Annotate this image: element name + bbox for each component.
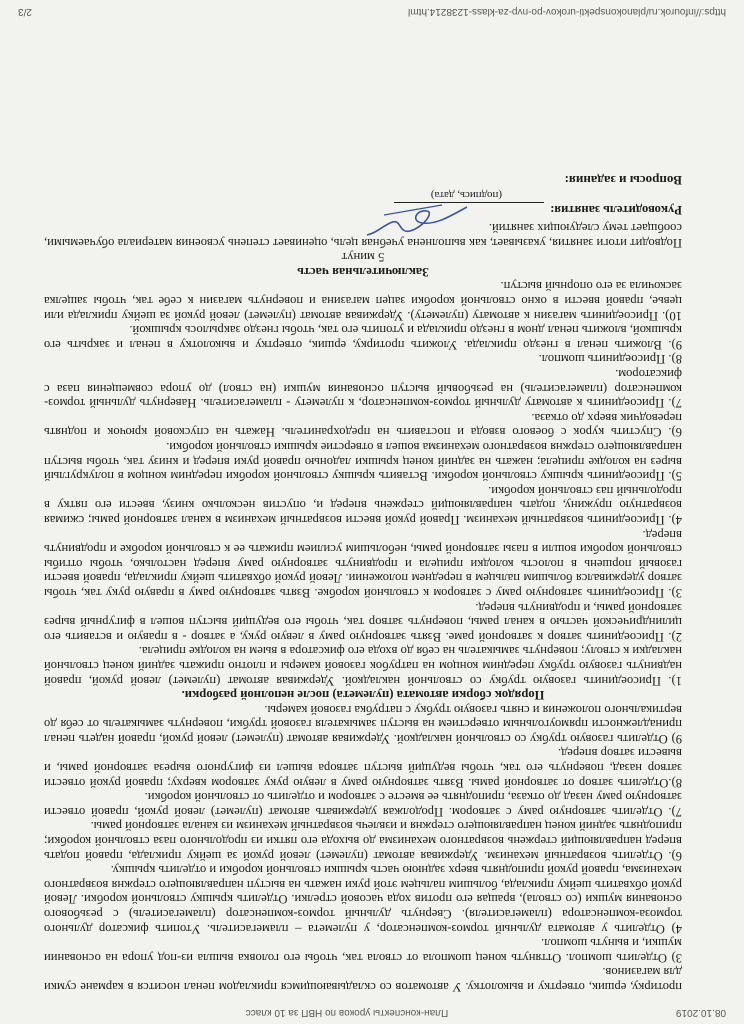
print-footer bbox=[18, 6, 726, 17]
paragraph: 7). Отделить затворную раму с затвором. Продолжая удерживать автомат (пулемет) левой рукой, правой отвести затворную раму назад до отказа, приподнять ее вместе с затвором и отделить от ствольной коробки. bbox=[44, 790, 682, 819]
paragraph: 7). Присоединить к автомату дульный тормоз-компенсатор, к пулемету - пламегаситель. Навернуть дульный тормоз-компенсатор (пламегаситель) на резьбовый выступ основания мушки (на ствол) до упора совмещения паза с фиксатором. bbox=[44, 367, 682, 411]
paragraph: 4) Отделить у автомата дульный тормоз-компенсатор, у пулемета – пламегаситель. Утопить фиксатор дульного тормоза-компенсатора (пламегасителя). Свернуть дульный тормоз-компенсатор (пламегаситель) с резьбового основания мушки (со ствола), вращая его против хода часовой стрелки. Отделить крышку ствольной коробки. Левой рукой обхватить шейку приклада, большим пальцем этой руки нажать на выступ направляющего стержня возвратного механизма, правой рукой приподнять вверх заднюю часть крышки ствольной коробки и отделить крышку. bbox=[44, 863, 682, 936]
paragraph: 10). Присоединить магазин к автомату (пулемету). Удерживая автомат (пулемет) левой рукой за шейку приклада или цевье, правой ввести в окно ствольной коробки зацеп магазина и повернуть магазин к себе так, чтобы защелка заскочила за его опорный выступ. bbox=[44, 279, 682, 323]
signature-label: Руководитель занятия: bbox=[550, 202, 682, 217]
questions-heading: Вопросы и задания: bbox=[564, 173, 682, 189]
paragraph: 3) Отделить шомпол. Оттянуть конец шомпола от ствола так, чтобы его головка вышла из-под упора на основании мушки, и вынуть шомпол. bbox=[44, 936, 682, 965]
paragraph: 4). Присоединить возвратный механизм. Правой рукой ввести возвратный механизм в канал затворной рамы; сжимая возвратную пружину, подать направляющий стержень вперед и, опустив несколько книзу, ввести его пятку в продольный паз ствольной коробки. bbox=[44, 483, 682, 527]
print-date: 08.10.2019 bbox=[675, 1007, 726, 1018]
print-title: План-конспекты уроков по НВП за 10 класс bbox=[245, 1007, 449, 1018]
document-body bbox=[44, 173, 682, 994]
paragraph: 8).Отделить затвор от затворной рамы. Взять затворную раму в левую руку затвором кверху; правой рукой отвести затвор назад, повернуть его так, чтобы ведущий выступ затвора вышел из фигурного выреза затворной рамы, и вывести затвор вперед. bbox=[44, 746, 682, 790]
paragraph: 9) Отделить газовую трубку со ствольной накладкой. Удерживая автомат (пулемет) левой рукой, правой надеть пенал принадлежности прямоугольным отверстием на выступ замыкателя газовой трубки, повернуть замыкатель от себя до вертикального положения и снять газовую трубку с патрубка газовой камеры. bbox=[44, 702, 682, 746]
print-header bbox=[18, 1007, 726, 1018]
conclusion-title: Заключительная часть bbox=[297, 264, 429, 279]
conclusion-text: Подводит итоги занятия, указывает, как выполнена учебная цель, оценивает степень усвоения материала обучаемыми, сообщает тему следующих занятий. bbox=[44, 221, 682, 250]
signature-block bbox=[44, 187, 682, 216]
paragraph: 8). Присоединить шомпол. bbox=[538, 352, 682, 367]
handwritten-signature bbox=[362, 195, 472, 245]
page-number: 2/3 bbox=[18, 6, 32, 17]
paragraph: 5). Присоединить крышку ствольной коробки. Вставить крышку ствольной коробки передним концом в полукруглый вырез на колодке прицела; нажать на задний конец крышки ладонью правой руки вперед и книзу так, чтобы выступ направляющего стержня возвратного механизма вошел в отверстие крышки ствольной коробки. bbox=[44, 440, 682, 484]
paragraph: 1). Присоединить газовую трубку со ствольной накладкой. Удерживая автомат (пулемет) левой рукой, правой надвинуть газовую трубку передним концом на патрубок газовой камеры и плотно прижать задний конец ствольной накладки к стволу; повернуть замыкатель на себя до входа его фиксатора в выем на колодке прицела. bbox=[44, 644, 682, 688]
paragraph: протирку, ершик, отвертку и выколотку. У автоматов со складывающимся прикладом пенал носится в кармане сумки для магазинов. bbox=[44, 965, 682, 994]
paragraph: 9). Вложить пенал в гнездо приклада. Уложить протирку, ершик, отвертку и выколотку в пенал и закрыть его крышкой, вложить пенал дном в гнездо приклада и утопить его так, чтобы гнездо закрылось крышкой. bbox=[44, 323, 682, 352]
section-heading: Порядок сборки автомата (пулемета) после неполной разборки. bbox=[181, 688, 545, 703]
paragraph: 6). Отделить возвратный механизм. Удерживая автомат (пулемет) левой рукой за шейку приклада, правой подать вперед направляющий стержень возвратного механизма до выхода его пятки из продольного паза ствольной коробки; приподнять задний конец направляющего стержня и извлечь возвратный механизм из канала затворной рамы. bbox=[44, 819, 682, 863]
paragraph: 6). Спустить курок с боевого взвода и поставить на предохранитель. Нажать на спусковой крючок и поднять переводчик вверх до отказа. bbox=[44, 410, 682, 440]
conclusion-duration: 5 минут bbox=[341, 250, 385, 265]
paragraph: 3). Присоединить затворную раму с затвором к ствольной коробке. Взять затворную раму в правую руку так, чтобы затвор удерживался большим пальцем в переднем положении. Левой рукой обхватить шейку приклада, правой ввести газовый поршень в полость колодки прицела и продвинуть затворную раму вперед настолько, чтобы отгибы ствольной коробки вошли в пазы затворной рамы, небольшим усилием прижать ее к ствольной коробке и продвинуть вперед. bbox=[44, 527, 682, 600]
signature-note: (подпись, дата) bbox=[430, 188, 502, 201]
source-url: https://infourok.ru/planokonspekti-urokov-po-nvp-za-klass-1238214.html bbox=[408, 6, 726, 17]
paragraph: 2). Присоединить затвор к затворной раме. Взять затворную раму в левую руку, а затвор - в правую и вставить его цилиндрической частью в канал рамы, повернуть затвор так, чтобы его ведущий выступ вошел в фигурный вырез затворной рамы, и продвинуть вперед. bbox=[44, 600, 682, 644]
